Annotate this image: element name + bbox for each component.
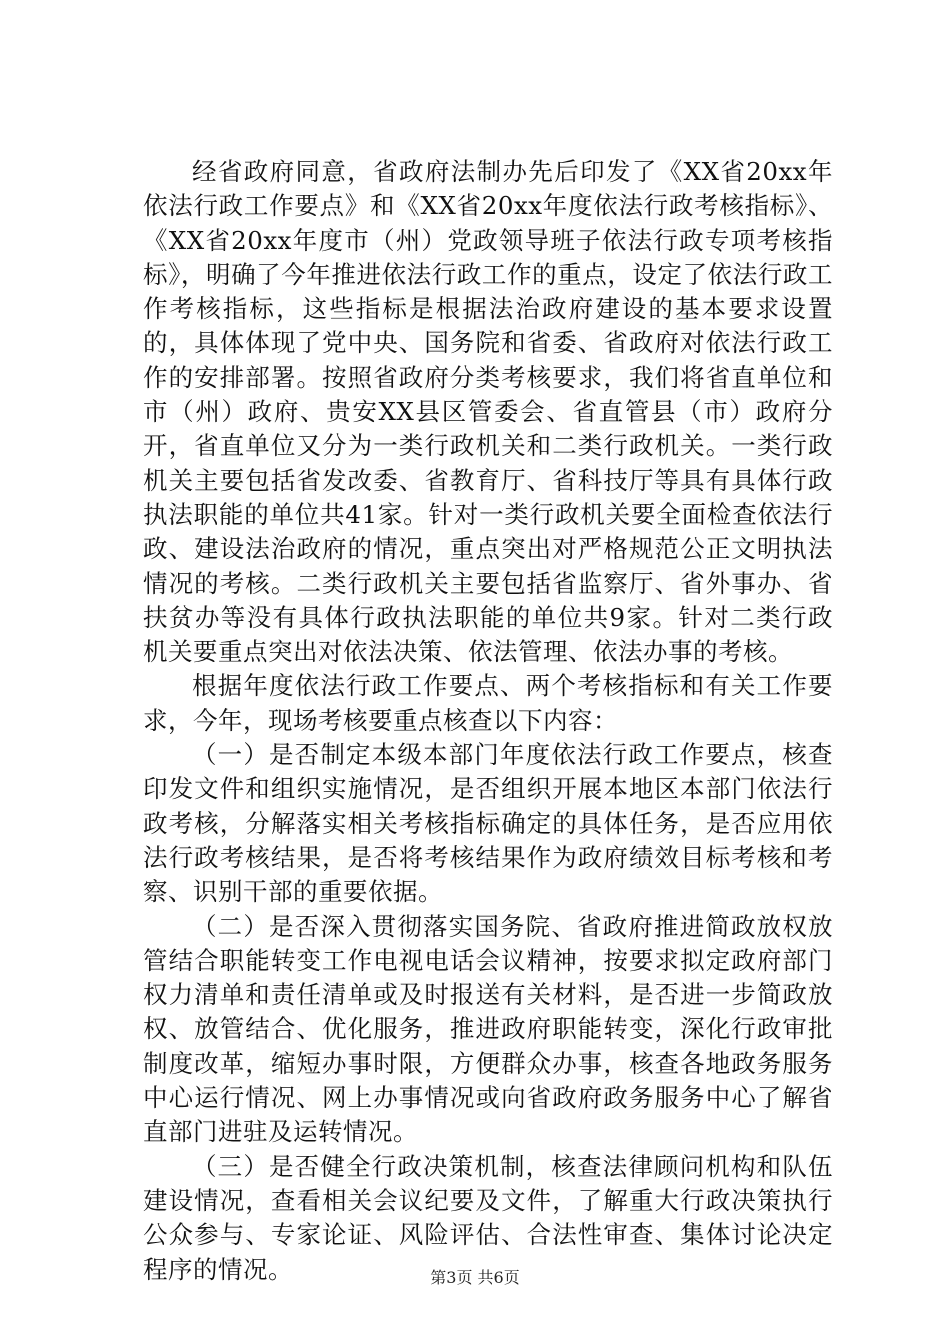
paragraph-item-1: （一）是否制定本级本部门年度依法行政工作要点，核查印发文件和组织实施情况，是否组织开展本地区本部门依法行政考核，分解落实相关考核指标确定的具体任务，是否应用依法行政考核结果，是否将考核结果作为政府绩效目标考核和考察、识别干部的重要依据。 [143, 740, 833, 907]
page-number-footer: 第3页 共6页 [430, 1268, 520, 1287]
paragraph-item-2: （二）是否深入贯彻落实国务院、省政府推进简政放权放管结合职能转变工作电视电话会议精神，按要求拟定政府部门权力清单和责任清单或及时报送有关材料，是否进一步简政放权、放管结合、优化服务，推进政府职能转变，深化行政审批制度改革，缩短办事时限，方便群众办事，核查各地政务服务中心运行情况、网上办事情况或向省政府政务服务中心了解省直部门进驻及运转情况。 [143, 911, 833, 1147]
paragraph-intro: 经省政府同意，省政府法制办先后印发了《XX省20xx年依法行政工作要点》和《XX省20xx年度依法行政考核指标》、《XX省20xx年度市（州）党政领导班子依法行政专项考核指标》，明确了今年推进依法行政工作的重点，设定了依法行政工作考核指标，这些指标是根据法治政府建设的基本要求设置的，具体体现了党中央、国务院和省委、省政府对依法行政工作的安排部署。按照省政府分类考核要求，我们将省直单位和市（州）政府、贵安XX县区管委会、省直管县（市）政府分开，省直单位又分为一类行政机关和二类行政机关。一类行政机关主要包括省发改委、省教育厅、省科技厅等具有具体行政执法职能的单位共41家。针对一类行政机关要全面检查依法行政、建设法治政府的情况，重点突出对严格规范公正文明执法情况的考核。二类行政机关主要包括省监察厅、省外事办、省扶贫办等没有具体行政执法职能的单位共9家。针对二类行政机关要重点突出对依法决策、依法管理、依法办事的考核。 [143, 157, 833, 667]
paragraph-item-3: （三）是否健全行政决策机制，核查法律顾问机构和队伍建设情况，查看相关会议纪要及文件，了解重大行政决策执行公众参与、专家论证、风险评估、合法性审查、集体讨论决定程序的情况。 [143, 1151, 833, 1284]
paragraph-review-contents: 根据年度依法行政工作要点、两个考核指标和有关工作要求，今年，现场考核要重点核查以下内容： [143, 671, 833, 735]
document-body [143, 155, 833, 1287]
